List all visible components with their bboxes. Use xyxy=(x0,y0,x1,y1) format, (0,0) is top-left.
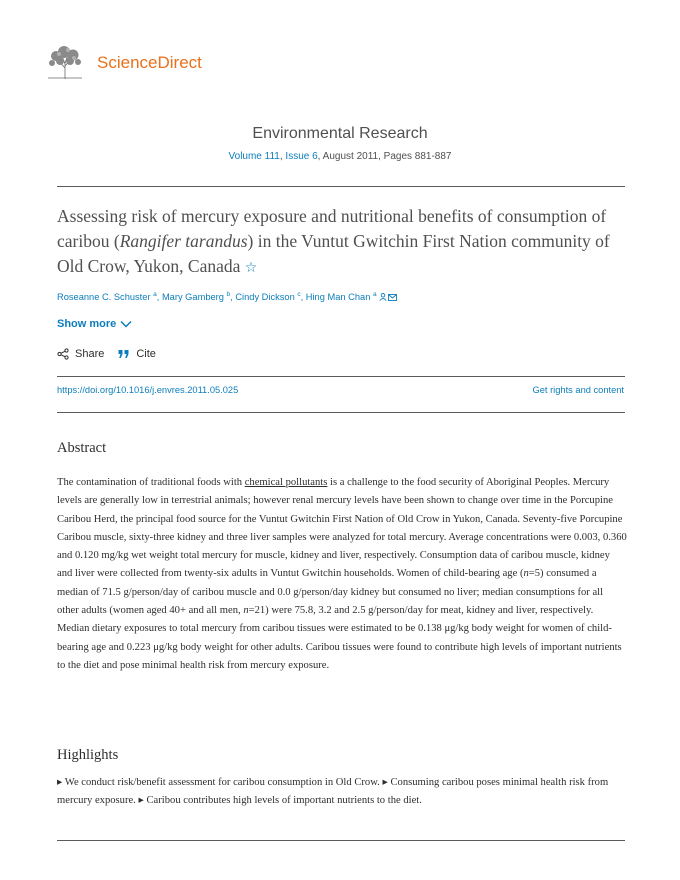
show-more-label: Show more xyxy=(57,318,117,330)
cite-button[interactable] xyxy=(118,348,156,360)
journal-name[interactable]: Environmental Research xyxy=(252,125,428,142)
doi-link[interactable]: https://doi.org/10.1016/j.envres.2011.05.025 xyxy=(57,385,239,395)
article-title xyxy=(57,204,637,281)
author-link[interactable]: Mary Gamberg xyxy=(161,292,224,303)
divider xyxy=(57,840,625,841)
abstract-part: =5) consumed a median of 71.5 g/person/day of caribou muscle and 0.0 g/person/day kidney but consumed no liver; median consumptions for all other adults (women aged 40+ and all men, xyxy=(57,568,604,617)
rights-link[interactable]: Get rights and content xyxy=(532,385,624,395)
abstract-part: is a challenge to the food security of Aboriginal Peoples. Mercury levels are generally low in terrestrial animals; however renal mercury levels have been shown to change over time in the Porcupine Caribou Herd, the principal food source for the Vuntut Gwitchin First Nation of Old Crow in Yukon, Canada. Seventy-five Porcupine Caribou muscle, sixty-three kidney and three liver samples were analyzed for total mercury. Average concentrations were 0.003, 0.360 and 0.120 mg/kg wet weight total mercury for muscle, kidney and liver, respectively. Consumption data of caribou muscle, kidney and liver were collected from twenty-six adults in Vuntut Gwitchin households. Women of child-bearing age ( xyxy=(57,477,627,580)
affiliation-marker[interactable]: b xyxy=(226,291,231,298)
bullet: ▸ xyxy=(57,777,63,788)
article-actions xyxy=(57,348,156,360)
highlight-item: Caribou contributes high levels of important nutrients to the diet. xyxy=(146,795,422,807)
abstract-part: =21) were 75.8, 3.2 and 2.5 g/person/day for meat, kidney and liver, respectively. Median dietary exposures to total mercury from caribou tissues were estimated to be 0.138 μg/kg body weight for women of child-bearing age and 0.223 μg/kg body weight for other adults. Caribou tissues were found to contribute high levels of important nutrients to the diet and pose minimal health risk from mercury exposure. xyxy=(57,605,622,671)
title-text: Assessing risk of mercury exposure and nutritional benefits of consumption of caribou ( xyxy=(57,206,607,251)
author-list xyxy=(57,291,397,302)
chevron-down-icon xyxy=(120,320,132,328)
affiliation-marker[interactable]: a xyxy=(372,291,377,298)
issue-info xyxy=(0,151,680,162)
date-pages: , August 2011, Pages 881-887 xyxy=(317,151,452,162)
bullet: ▸ xyxy=(382,777,388,788)
elsevier-tree-icon[interactable] xyxy=(44,44,86,80)
title-text-end: ) in the Vuntut Gwitchin First Nation community of Old Crow, Yukon, Canada xyxy=(57,231,610,276)
title-species: Rangifer tarandus xyxy=(119,231,248,251)
person-icon[interactable] xyxy=(379,293,387,301)
bullet: ▸ xyxy=(138,795,144,807)
divider xyxy=(57,412,625,413)
highlight-item: We conduct risk/benefit assessment for caribou consumption in Old Crow. xyxy=(64,777,380,788)
issue-sep: , xyxy=(279,151,286,162)
share-label: Share xyxy=(75,348,105,360)
star-icon[interactable]: ☆ xyxy=(244,260,258,276)
issue-link[interactable]: Issue 6 xyxy=(285,151,318,162)
chemical-pollutants-link[interactable]: chemical pollutants xyxy=(244,477,328,488)
quote-icon xyxy=(118,349,130,359)
author-sep: , xyxy=(230,292,236,303)
author-sep: , xyxy=(300,292,306,303)
abstract-part: The contamination of traditional foods with xyxy=(57,477,245,488)
share-button[interactable] xyxy=(57,348,104,360)
author-link[interactable]: Hing Man Chan xyxy=(305,292,371,303)
volume-link[interactable]: Volume 111 xyxy=(228,151,280,162)
divider xyxy=(57,376,625,377)
author-sep: , xyxy=(156,292,162,303)
abstract-n: n xyxy=(523,568,529,580)
cite-label: Cite xyxy=(136,348,156,360)
share-icon xyxy=(57,348,69,360)
highlight-item: Consuming caribou poses minimal health risk from mercury exposure. xyxy=(57,777,609,807)
email-icon[interactable] xyxy=(388,294,397,301)
affiliation-marker[interactable]: a xyxy=(153,291,157,298)
abstract-n: n xyxy=(243,605,249,617)
abstract-text xyxy=(57,474,627,675)
show-more-button[interactable] xyxy=(57,318,132,330)
highlights-list xyxy=(57,774,627,811)
author-link[interactable]: Roseanne C. Schuster xyxy=(57,292,151,303)
affiliation-marker[interactable]: c xyxy=(297,291,301,298)
author-link[interactable]: Cindy Dickson xyxy=(235,292,295,303)
highlights-heading: Highlights xyxy=(57,747,119,763)
brand-name[interactable]: ScienceDirect xyxy=(97,53,202,72)
abstract-heading: Abstract xyxy=(57,440,107,456)
divider xyxy=(57,186,625,187)
